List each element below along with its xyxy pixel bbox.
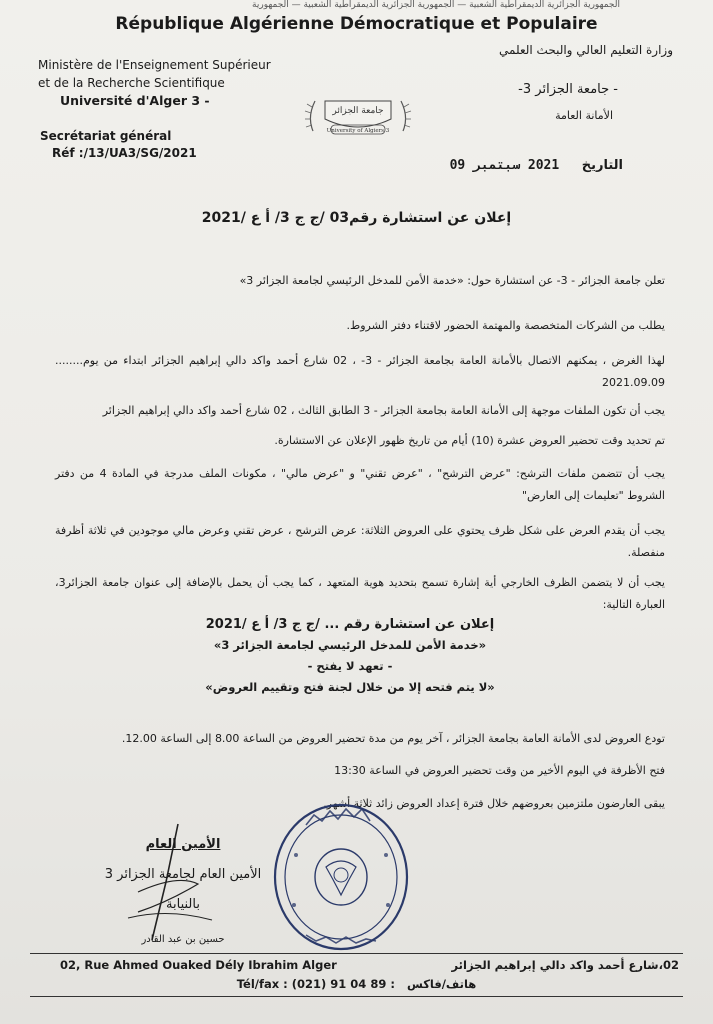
footer-phone-fr: Tél/fax : (021) 91 04 89 :: [236, 977, 395, 991]
secretariat-ar: الأمانة العامة: [555, 109, 613, 122]
paragraph-8: يجب أن لا يتضمن الظرف الخارجي أية إشارة تسمح بتحديد هوية المتعهد ، كما يجب أن يحمل بالإضافة إلى عنوان جامعة الجزائر3، العبارة التالية:: [55, 576, 665, 611]
paragraph-3: لهذا الغرض ، يمكنهم الاتصال بالأمانة العامة بجامعة الجزائر - 3- ، 02 شارع أحمد واكد دالي إبراهيم الجزائر ابتداء من يوم........ 2021.09.09: [55, 354, 666, 389]
logo-caption: University of Algiers 3: [326, 128, 390, 134]
signature-title: الأمين العام: [145, 837, 221, 852]
footer-phone: [30, 977, 683, 991]
envelope-line-2: «خدمة الأمن للمدخل الرئيسي لجامعة الجزائر 3»: [213, 638, 487, 652]
announcement-title: إعلان عن استشارة رقم03 /ج ج 3/ أ ع /2021: [201, 210, 512, 226]
paragraph-6: يجب أن تتضمن ملفات الترشح: "عرض الترشح" ، "عرض تقني" و "عرض مالي" ، مكونات الملف مدرجة في المادة 4 من دفتر الشروط "تعليمات إلى العارض": [55, 467, 665, 502]
date-label: التاريخ: [581, 158, 623, 173]
ministry-block-fr: [38, 56, 271, 110]
date-line: [450, 158, 623, 173]
svg-text:جامعة الجزائر: جامعة الجزائر: [332, 106, 384, 116]
top-header-strip: الجمهورية الجزائرية الديمقراطية الشعبية — الجمهورية الجزائرية الديمقراطية الشعبية — الجمهورية: [252, 0, 620, 10]
university-name-ar: - جامعة الجزائر 3-: [518, 82, 618, 97]
ministry-line-1: Ministère de l'Enseignement Supérieur: [38, 58, 271, 72]
secretariat-block: [40, 128, 197, 162]
university-logo: [303, 87, 413, 149]
paragraph-7: يجب أن يقدم العرض على شكل ظرف يحتوي على العروض الثلاثة: عرض الترشح ، عرض تقني وعرض مالي موجودين في ثلاثة أظرفة منفصلة.: [55, 524, 665, 559]
date-value: 2021 سبتمبر 09: [449, 158, 560, 173]
paragraph-5: تم تحديد وقت تحضير العروض عشرة (10) أيام من تاريخ ظهور الإعلان عن الاستشارة.: [274, 434, 665, 447]
signature-block: [88, 830, 278, 960]
reference-number: Réf :/13/UA3/SG/2021: [52, 146, 197, 160]
ministry-ar: وزارة التعليم العالي والبحث العلمي: [499, 43, 673, 57]
signature-line-2: بالنيابة: [166, 897, 200, 912]
university-name-fr: Université d'Alger 3 -: [60, 93, 210, 108]
official-stamp: [266, 785, 416, 955]
paragraph-10: فتح الأظرفة في اليوم الأخير من وقت تحضير العروض في الساعة 13:30: [334, 764, 665, 777]
envelope-line-1: إعلان عن استشارة رقم ... /ج ج 3/ أ ع /2021: [205, 617, 495, 632]
envelope-line-4: «لا يتم فتحه إلا من خلال لجنة فتح وتقييم العروض»: [205, 680, 495, 694]
footer-phone-ar: هاتف/فاكس: [406, 977, 477, 991]
envelope-mention: [180, 614, 520, 698]
paragraph-4: يجب أن تكون الملفات موجهة إلى الأمانة العامة بجامعة الجزائر - 3 الطابق الثالث ، 02 شارع أحمد واكد دالي إبراهيم الجزائر: [102, 404, 665, 417]
secretariat-label: Secrétariat général: [40, 129, 172, 143]
signature-name: حسين بن عبد القادر: [141, 934, 225, 945]
ministry-line-2: et de la Recherche Scientifique: [38, 76, 225, 90]
republic-title: République Algérienne Démocratique et Populaire: [115, 14, 598, 34]
paragraph-2: يطلب من الشركات المتخصصة والمهتمة الحضور لاقتناء دفتر الشروط.: [346, 319, 665, 332]
footer-address: [30, 953, 683, 997]
paragraph-9: تودع العروض لدى الأمانة العامة بجامعة الجزائر ، آخر يوم من مدة تحضير العروض من الساعة 8.00 إلى الساعة 12.00.: [121, 732, 665, 745]
envelope-line-3: - تعهد لا يفتح -: [307, 659, 393, 673]
footer-address-ar: 02،شارع أحمد واكد دالي إبراهيم الجزائر: [451, 958, 679, 972]
signature-line-1: الأمين العام لجامعة الجزائر 3: [104, 867, 262, 882]
paragraph-1: تعلن جامعة الجزائر - 3- عن استشارة حول: «خدمة الأمن للمدخل الرئيسي لجامعة الجزائر 3»: [239, 274, 665, 287]
ministry-block-ar: [453, 40, 673, 126]
footer-address-fr: 02, Rue Ahmed Ouaked Dély Ibrahim Alger: [60, 958, 337, 972]
paragraph-11: يبقى العارضون ملتزمين بعروضهم خلال فترة إعداد العروض زائد ثلاثة أشهر.: [323, 797, 665, 810]
